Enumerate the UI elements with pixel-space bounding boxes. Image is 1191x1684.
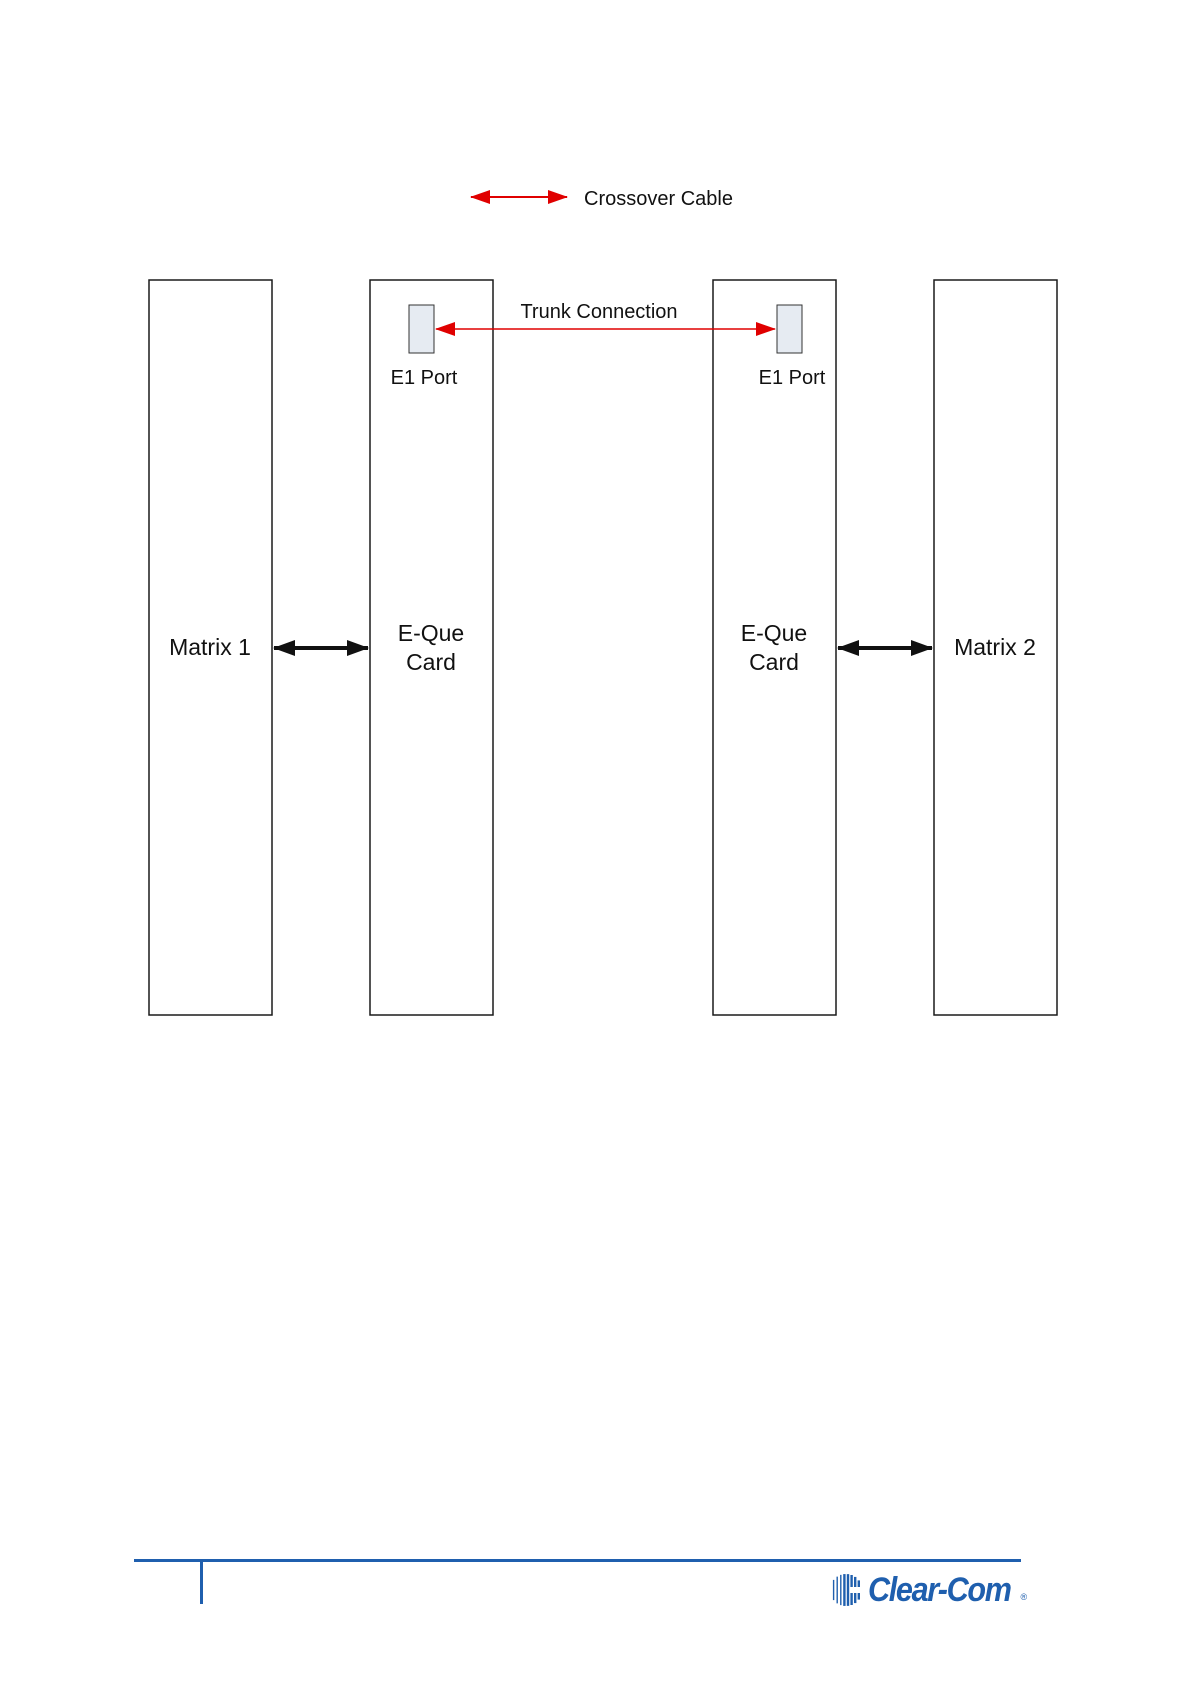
e1-port-right-label: E1 Port (758, 367, 826, 389)
trunk-connection-label: Trunk Connection (520, 301, 678, 323)
matrix-2-label: Matrix 2 (954, 634, 1036, 660)
e1-port-right (777, 305, 802, 353)
footer-rule (134, 1559, 1021, 1562)
clear-com-logo-reg: ® (1020, 1592, 1028, 1602)
eque-card-right-box (713, 280, 836, 1015)
eque-card-right-label-line2: Card (749, 649, 799, 675)
footer-tick (200, 1559, 203, 1604)
eque-card-left-label-line2: Card (406, 649, 456, 675)
eque-card-left-label-line1: E-Que (397, 620, 465, 646)
e1-port-left-label: E1 Port (390, 367, 458, 389)
crossover-legend-label: Crossover Cable (584, 188, 733, 210)
eque-card-left-box (370, 280, 493, 1015)
clear-com-globe-icon (828, 1572, 864, 1608)
clear-com-logo (828, 1568, 1027, 1612)
clear-com-logo-text: Clear-Com (868, 1570, 1011, 1609)
e1-port-left (409, 305, 434, 353)
globe-notch (850, 1587, 864, 1593)
eque-card-right-label-line1: E-Que (740, 620, 808, 646)
matrix-1-label: Matrix 1 (169, 634, 251, 660)
